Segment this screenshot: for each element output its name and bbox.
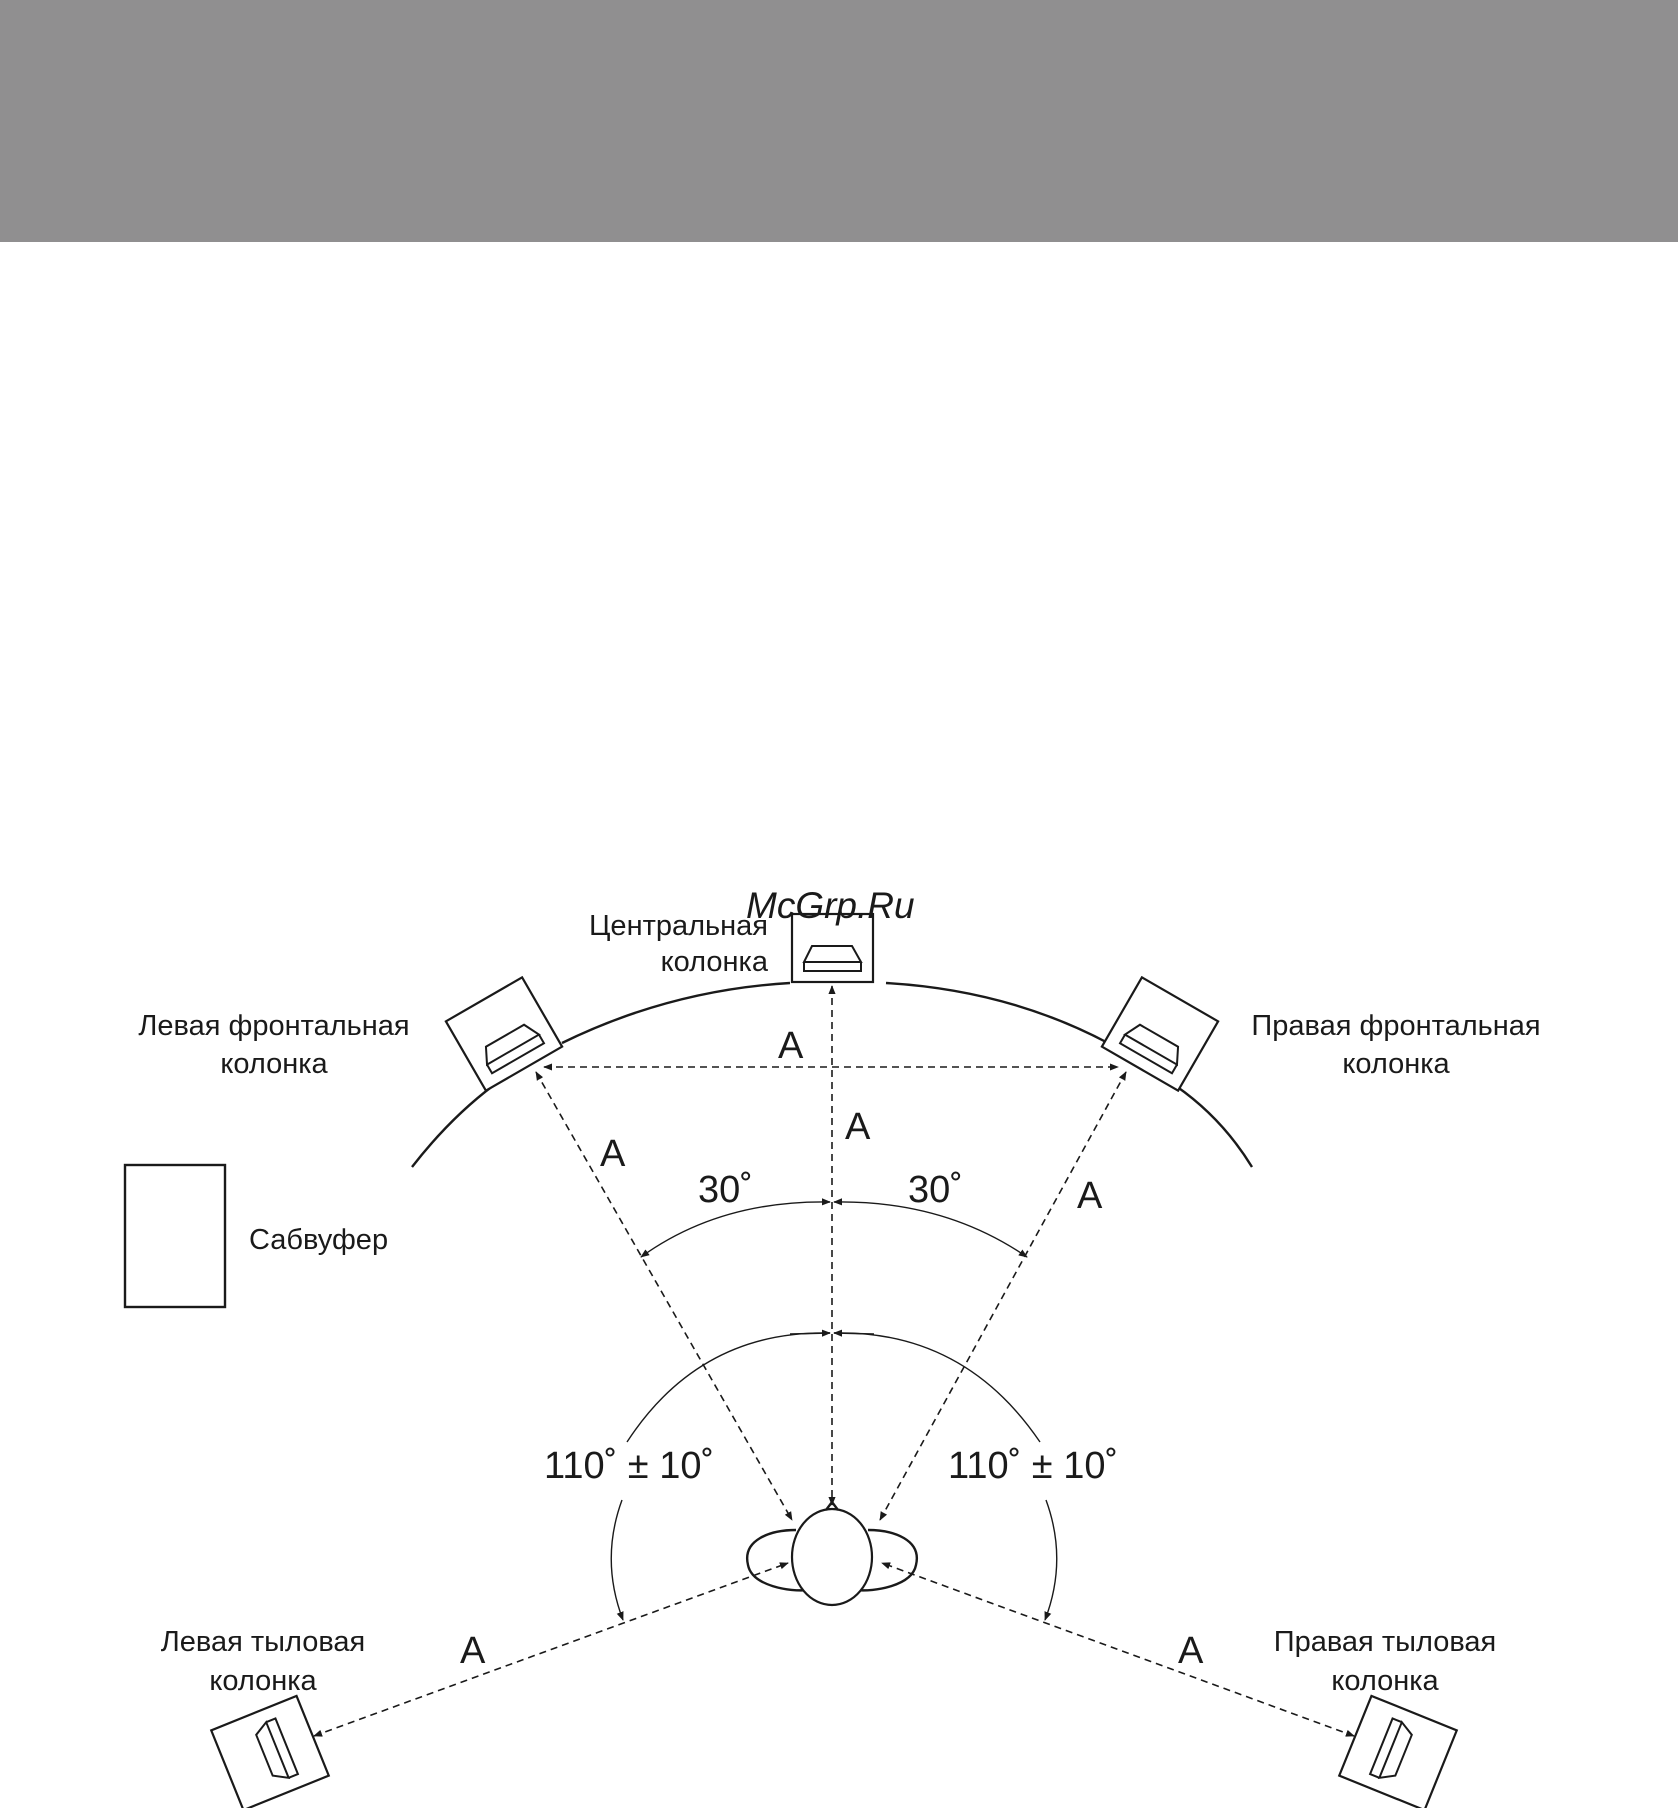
center-distance-label: A — [845, 1106, 871, 1148]
rear-left-angle-arc-upper-head — [790, 1333, 830, 1334]
center-speaker-label-line2: колонка — [660, 946, 768, 978]
front-right-speaker-label-line2: колонка — [1342, 1048, 1450, 1080]
rear-left-angle-arc-lower — [611, 1500, 623, 1620]
speaker-circle-arc — [562, 983, 790, 1043]
rear-right-speaker-label: Правая тыловая — [1273, 1626, 1497, 1658]
rear-left-distance-line — [314, 1563, 788, 1736]
speaker-circle-arc — [886, 983, 1108, 1043]
speaker-circle-arc — [412, 1085, 494, 1167]
rear-right-angle-arc-upper-head — [834, 1333, 874, 1334]
watermark-text: McGrp.Ru — [746, 885, 915, 926]
rear-right-angle-arc-upper — [834, 1333, 1040, 1442]
front-left-distance-label: A — [600, 1133, 626, 1175]
front-span-distance-label: A — [778, 1025, 804, 1067]
rear-right-speaker-label-line2: колонка — [1331, 1665, 1439, 1697]
front-left-speaker-icon — [446, 977, 562, 1090]
rear-right-angle-arc-lower — [1045, 1500, 1057, 1620]
rear-right-distance-label: A — [1178, 1630, 1204, 1672]
rear-left-angle-arc-upper — [627, 1333, 830, 1442]
rear-right-angle-label: 110˚ ± 10˚ — [948, 1445, 1119, 1487]
rear-left-speaker-label: Левая тыловая — [160, 1626, 366, 1658]
front-right-angle-label: 30˚ — [908, 1169, 963, 1211]
subwoofer-label: Сабвуфер — [249, 1224, 389, 1256]
front-right-speaker-icon — [1102, 977, 1218, 1090]
rear-left-speaker-icon — [211, 1696, 329, 1808]
subwoofer-icon — [125, 1165, 225, 1307]
front-left-speaker-label: Левая фронтальная — [138, 1010, 410, 1042]
rear-left-distance-label: A — [460, 1630, 486, 1672]
rear-left-angle-label: 110˚ ± 10˚ — [544, 1445, 715, 1487]
listener-head-icon — [747, 1502, 917, 1605]
front-right-speaker-label: Правая фронтальная — [1251, 1010, 1541, 1042]
rear-left-speaker-label-line2: колонка — [209, 1665, 317, 1697]
front-right-distance-label: A — [1077, 1175, 1103, 1217]
front-left-angle-label: 30˚ — [698, 1169, 753, 1211]
rear-right-speaker-icon — [1339, 1696, 1457, 1808]
speaker-circle-arc — [1176, 1086, 1252, 1167]
center-speaker-label: Центральная — [588, 910, 768, 942]
front-left-speaker-label-line2: колонка — [220, 1048, 328, 1080]
